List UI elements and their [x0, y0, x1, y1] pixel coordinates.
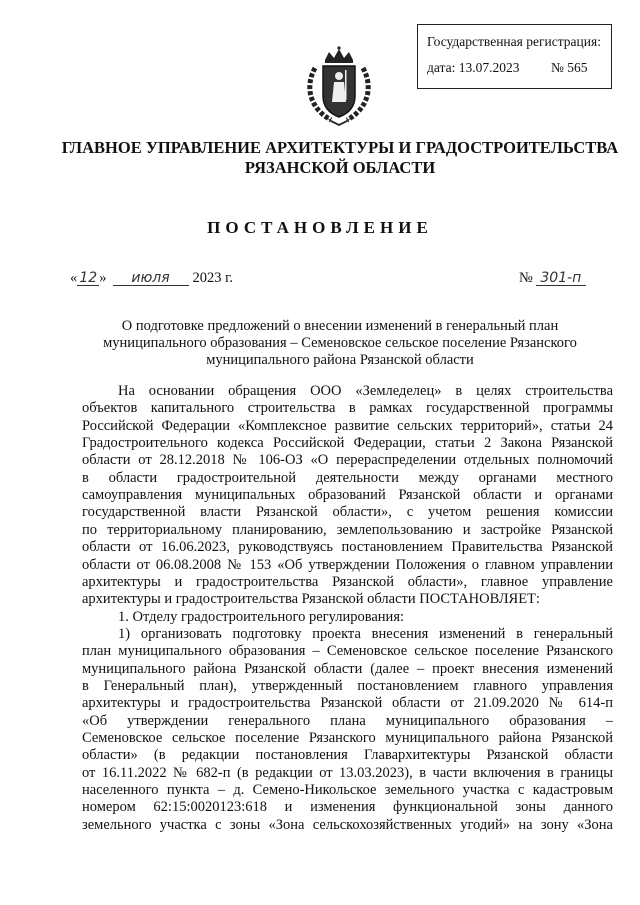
body-line: архитектуры и градостроительства Рязанской области ПОСТАНОВЛЯЕТ: — [82, 591, 540, 608]
body-line: план муниципального образования – Семеновское сельское поселение Рязанского — [82, 643, 613, 660]
date-year: 2023 г. — [192, 270, 234, 286]
body-line: номером 62:15:0020123:618 и изменения функциональной зоны данного — [82, 799, 613, 816]
body-line: области от 06.08.2008 № 153 «Об утверждении Положения о главном управлении — [82, 556, 613, 573]
body-line: земельного участка с зоны «Зона сельскохозяйственных угодий» на зону «Зона — [82, 816, 613, 833]
body-line: Семеновское сельское поселение Рязанского муниципального района Рязанской — [82, 730, 613, 746]
body-line: населенного пункта – д. Семено-Никольское земельного участка с кадастровым — [82, 782, 613, 799]
registration-stamp — [417, 24, 612, 89]
body-line: области от 16.06.2023, руководствуясь постановлением Правительства Рязанской — [82, 539, 613, 556]
body-line: области» (в редакции постановления Главархитектуры Рязанской области — [82, 747, 613, 764]
date-open-quote: « — [70, 270, 78, 286]
body-line: в Генеральный план), утвержденный постановлением главного управления — [82, 677, 613, 694]
number-prefix: № — [519, 270, 533, 286]
coat-of-arms-icon — [301, 46, 377, 126]
authority-title-line2: РЯЗАНСКОЙ ОБЛАСТИ — [244, 158, 436, 177]
body-line: архитектуры и градостроительства Рязанской области от 21.09.2020 № 614-п — [82, 695, 613, 712]
registration-number: № 565 — [551, 60, 588, 75]
body-line: от 16.11.2022 № 682-п (в редакции от 13.03.2023), в части включения в границы — [82, 764, 613, 781]
body-line: На основании обращения ООО «Земледелец» в целях строительства — [118, 383, 613, 399]
subject-line: муниципального образования – Семеновское сельское поселение Рязанского — [103, 335, 577, 351]
body-line: самоуправления муниципальных образований Рязанской области и органами — [82, 487, 613, 504]
body-line: архитектуры и градостроительства Рязанской области», главное управление — [82, 573, 613, 590]
body-line: по территориальному планированию, землепользованию и застройке Рязанской — [82, 521, 613, 538]
body-line: «Об утверждении генерального плана муниципального образования – — [82, 712, 613, 729]
document-type: ПОСТАНОВЛЕНИЕ — [207, 218, 433, 237]
body-line: 1. Отделу градостроительного регулирования: — [118, 608, 405, 625]
body-line: Российской Федерации «Комплексное развитие сельских территорий», статьи 24 — [82, 417, 613, 434]
date-month: июля — [113, 271, 189, 286]
body-line: 1) организовать подготовку проекта внесения изменений в генеральный — [118, 625, 613, 642]
body-line: государственной власти Рязанской области», с учетом решения комиссии — [82, 504, 613, 521]
date-close-quote: » — [99, 270, 107, 286]
authority-title-line1: ГЛАВНОЕ УПРАВЛЕНИЕ АРХИТЕКТУРЫ И ГРАДОСТРОИТЕЛЬСТВА — [61, 138, 619, 157]
document-number — [519, 270, 586, 287]
body-line: объектов капитального строительства в рамках государственной программы — [82, 400, 613, 417]
document-date — [70, 270, 233, 287]
body-line: муниципального района Рязанской области (далее – проект внесения изменений — [82, 660, 613, 677]
subject-line: муниципального района Рязанской области — [206, 352, 474, 368]
body-line: области от 28.12.2018 № 106-ОЗ «О перераспределении отдельных полномочий — [82, 452, 613, 469]
number-value: 301-п — [536, 271, 586, 286]
date-day: 12 — [77, 271, 99, 286]
subject-line: О подготовке предложений о внесении изменений в генеральный план — [121, 318, 559, 334]
body-line: в области градостроительной деятельности между органами местного — [82, 469, 613, 486]
registration-date: дата: 13.07.2023 — [427, 60, 520, 75]
body-line: Градостроительного кодекса Российской Федерации, статьи 2 Закона Рязанской — [82, 435, 613, 452]
registration-title: Государственная регистрация: — [427, 34, 601, 49]
